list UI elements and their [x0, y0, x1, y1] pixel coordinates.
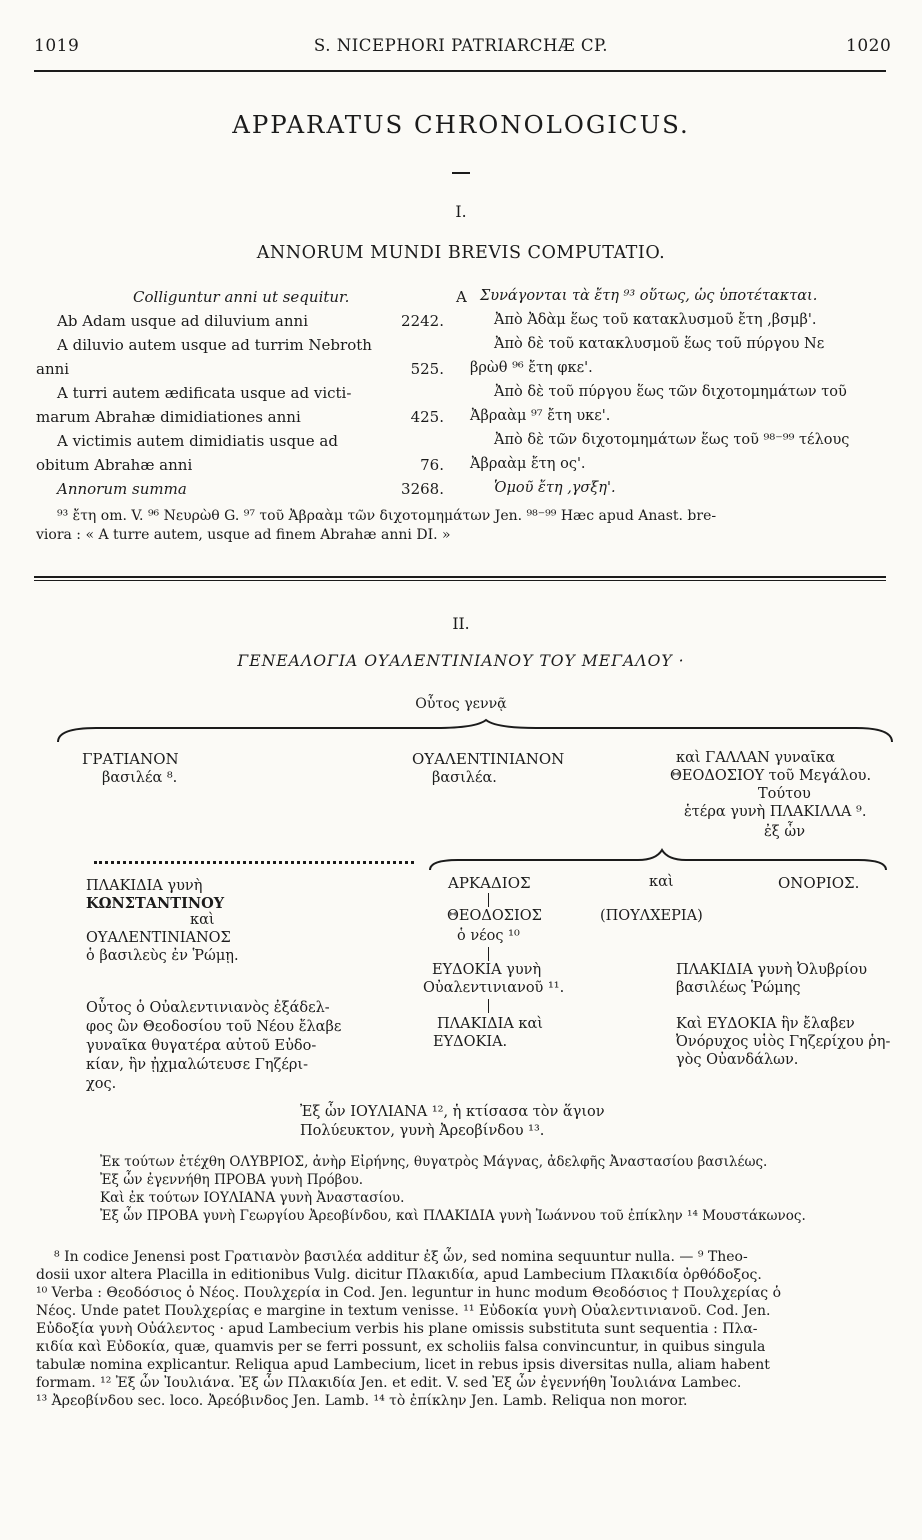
left-paragraph-line: κίαν, ἣν ᾐχμαλώτευσε Γηζέρι-: [86, 1057, 308, 1073]
greek-line: Ἀπὸ δὲ τῶν διχοτομημάτων ἕως τοῦ ⁹⁸⁻⁹⁹ τέλους: [494, 432, 850, 448]
placidia-left-line: ὁ βασιλεὺς ἐν Ῥώμῃ.: [86, 948, 239, 964]
left-paragraph-line: φος ὢν Θεοδοσίου τοῦ Νέου ἔλαβε: [86, 1019, 342, 1035]
latin-line: A turri autem ædificata usque ad victi-: [57, 384, 352, 402]
header-rule: [34, 70, 886, 72]
latin-line: marum Abrahæ dimidiationes anni: [36, 408, 301, 426]
note-line: viora : « A turre autem, usque ad finem Abrahæ anni DI. »: [36, 527, 451, 543]
lineage-line: [488, 999, 489, 1013]
juliana-line: Πολύευκτον, γυνὴ Ἀρεοβίνδου ¹³.: [300, 1123, 545, 1139]
eudocia-line: Οὐαλεντινιανοῦ ¹¹.: [423, 980, 565, 996]
latin-value: 525.: [410, 360, 444, 378]
galla-line: καὶ ΓΑΛΛΑΝ γυναῖκα: [676, 750, 836, 766]
latin-line: A victimis autem dimidiatis usque ad: [57, 432, 338, 450]
section-2-numeral: II.: [452, 615, 470, 633]
placidia-right-line: ΠΛΑΚΙΔΙΑ γυνὴ Ὀλυβρίου: [676, 962, 868, 978]
footnote-line: Εὐδοξία γυνὴ Οὐάλεντος · apud Lambecium verbis his plane omissis substituta sunt sequentia : Πλα-: [36, 1321, 758, 1337]
placidia-left-line: καὶ: [190, 912, 215, 928]
lineage-line: [488, 947, 489, 961]
placidia-left-line: ΠΛΑΚΙΔΙΑ γυνὴ: [86, 878, 203, 894]
latin-value: 76.: [420, 456, 444, 474]
eudocia-right-line: Ὀνόρυχος υἱὸς Γηζερίχου ῥη-: [676, 1034, 891, 1050]
theodosius-name: ΘΕΟΔΟΣΙΟΣ: [447, 908, 542, 924]
greek-line: Ἀβραὰμ ⁹⁷ ἔτη υκε'.: [470, 408, 611, 424]
arcadius-name: ΑΡΚΑΔΙΟΣ: [448, 874, 531, 892]
lineage-line: [488, 893, 489, 907]
galla-line: Τούτου: [758, 786, 811, 802]
valentinian-title: βασιλέα.: [432, 770, 497, 786]
greek-line: Ἀβραὰμ ἔτη ος'.: [470, 456, 586, 472]
gratian-title: βασιλέα ⁸.: [102, 770, 178, 786]
left-paragraph-line: Οὗτος ὁ Οὐαλεντινιανὸς ἐξάδελ-: [86, 1000, 330, 1016]
section-rule: [34, 580, 886, 581]
latin-value: 2242.: [401, 312, 444, 330]
footnote-line: formam. ¹² Ἐξ ὧν Ἰουλιάνα. Ἐξ ὧν Πλακιδία Jen. et edit. V. sed Ἐξ ὧν ἐγεννήθη Ἰουλιάνα Lambec.: [36, 1375, 742, 1391]
left-paragraph-line: γυναῖκα θυγατέρα αὐτοῦ Εὐδο-: [86, 1038, 317, 1054]
latin-sum-label: Annorum summa: [57, 480, 187, 498]
footnote-line: ¹⁰ Verba : Θεοδόσιος ὁ Νέος. Πουλχερία in Cod. Jen. leguntur in hunc modum Θεοδόσιος † Πουλχερίας ὁ: [36, 1285, 782, 1301]
placidia-left-line: ΟΥΑΛΕΝΤΙΝΙΑΝΟΣ: [86, 930, 231, 946]
left-paragraph-line: χος.: [86, 1076, 117, 1092]
greek-line: βρὼθ ⁹⁶ ἔτη φκε'.: [470, 360, 593, 376]
note-line: ⁹³ ἔτη om. V. ⁹⁶ Νευρὼθ G. ⁹⁷ τοῦ Ἀβραὰμ τῶν διχοτομημάτων Jen. ⁹⁸⁻⁹⁹ Hæc apud Anast. bre-: [57, 508, 717, 524]
gratian-name: ΓΡΑΤΙΑΝΟΝ: [82, 750, 179, 768]
running-title: S. NICEPHORI PATRIARCHÆ CP.: [313, 36, 609, 55]
footnote-line: ¹³ Ἀρεοβίνδου sec. loco. Ἀρεόβινδος Jen. Lamb. ¹⁴ τὸ ἐπίκλην Jen. Lamb. Reliqua non moror.: [36, 1393, 688, 1409]
section-rule: [34, 576, 886, 578]
footnote-line: κιδία καὶ Εὐδοκία, quæ, quamvis per se ferri possunt, ex scholiis falsa convincuntur, in quibus singula: [36, 1339, 766, 1355]
latin-line: obitum Abrahæ anni: [36, 456, 193, 474]
juliana-line: Ἐξ ὧν ΙΟΥΛΙΑΝΑ ¹², ἡ κτίσασα τὸν ἅγιον: [300, 1104, 605, 1120]
placidia-right-line: βασιλέως Ῥώμης: [676, 980, 801, 996]
page-number-left: 1019: [34, 36, 80, 56]
latin-sum-value: 3268.: [401, 480, 444, 498]
galla-line: ἑτέρα γυνὴ ΠΛΑΚΙΛΛΑ ⁹.: [684, 804, 867, 820]
eudocia-right-line: γὸς Οὐανδάλων.: [676, 1052, 799, 1068]
greek-line: Ἀπὸ Ἀδὰμ ἕως τοῦ κατακλυσμοῦ ἔτη ‚βσμβ'.: [494, 312, 817, 328]
placidia-center-line: ΠΛΑΚΙΔΙΑ καὶ: [437, 1016, 543, 1032]
descent-line: Ἐκ τούτων ἐτέχθη ΟΛΥΒΡΙΟΣ, ἀνὴρ Εἰρήνης, θυγατρὸς Μάγνας, ἀδελφῆς Ἀναστασίου βασιλέως.: [100, 1154, 768, 1170]
latin-intro: Colliguntur anni ut sequitur.: [133, 288, 350, 306]
footnote-line: Νέος. Unde patet Πουλχερίας e margine in textum venisse. ¹¹ Εὐδοκία γυνὴ Οὐαλεντινιανοῦ. Cod. Jen.: [36, 1303, 771, 1319]
dotted-line: [94, 861, 414, 864]
latin-value: 425.: [410, 408, 444, 426]
genealogy-brace-top: [56, 718, 896, 746]
pulcheria-name: (ΠΟΥΛΧΕΡΙΑ): [600, 908, 703, 924]
column-letter: A: [456, 288, 467, 306]
footnote-line: tabulæ nomina explicantur. Reliqua apud Lambecium, licet in rebus ipsis diversitas nulla, aliam habent: [36, 1357, 770, 1373]
section-2-heading: ΓΕΝΕΑΛΟΓΙΑ ΟΥΑΛΕΝΤΙΝΙΑΝΟΥ ΤΟΥ ΜΕΓΑΛΟΥ ·: [237, 652, 685, 670]
greek-line: Ὁμοῦ ἔτη ‚γσξη'.: [494, 480, 616, 496]
and-label: καὶ: [649, 874, 674, 890]
section-1-heading: ANNORUM MUNDI BREVIS COMPUTATIO.: [256, 243, 666, 263]
genealogy-brace-children: [428, 848, 888, 872]
page-number-right: 1020: [846, 36, 892, 56]
valentinian-name: ΟΥΑΛΕΝΤΙΝΙΑΝΟΝ: [412, 750, 565, 768]
honorius-name: ΟΝΟΡΙΟΣ.: [778, 874, 860, 892]
main-title: APPARATUS CHRONOLOGICUS.: [232, 110, 690, 139]
latin-line: A diluvio autem usque ad turrim Nebroth: [57, 336, 372, 354]
latin-line: anni: [36, 360, 70, 378]
theodosius-title: ὁ νέος ¹⁰: [457, 928, 520, 944]
section-1-numeral: I.: [455, 203, 467, 221]
descent-line: Ἐξ ὧν ἐγεννήθη ΠΡΟΒΑ γυνὴ Πρόβου.: [100, 1172, 364, 1188]
latin-line: Ab Adam usque ad diluvium anni: [57, 312, 308, 330]
begets-label: Οὗτος γεννᾷ: [415, 696, 507, 712]
galla-line: ἐξ ὧν: [764, 824, 806, 840]
title-dash: [452, 172, 470, 174]
greek-line: Συνάγονται τὰ ἔτη ⁹³ οὕτως, ὡς ὑποτέτακται.: [480, 288, 818, 304]
placidia-center-line: ΕΥΔΟΚΙΑ.: [433, 1034, 508, 1050]
galla-line: ΘΕΟΔΟΣΙΟΥ τοῦ Μεγάλου.: [670, 768, 872, 784]
eudocia-right-line: Καὶ ΕΥΔΟΚΙΑ ἣν ἔλαβεν: [676, 1016, 855, 1032]
eudocia-line: ΕΥΔΟΚΙΑ γυνὴ: [432, 962, 542, 978]
footnote-line: dosii uxor altera Placilla in editionibus Vulg. dicitur Πλακιδία, apud Lambecium Πλακιδία ὀρθόδοξος.: [36, 1267, 762, 1283]
descent-line: Καὶ ἐκ τούτων ΙΟΥΛΙΑΝΑ γυνὴ Ἀναστασίου.: [100, 1190, 405, 1206]
descent-line: Ἐξ ὧν ΠΡΟΒΑ γυνὴ Γεωργίου Ἀρεοβίνδου, καὶ ΠΛΑΚΙΔΙΑ γυνὴ Ἰωάννου τοῦ ἐπίκλην ¹⁴ Μουστάκωνος.: [100, 1208, 806, 1224]
greek-line: Ἀπὸ δὲ τοῦ πύργου ἕως τῶν διχοτομημάτων τοῦ: [494, 384, 847, 400]
placidia-left-line: ΚΩΝΣΤΑΝΤΙΝΟΥ: [86, 895, 225, 912]
greek-line: Ἀπὸ δὲ τοῦ κατακλυσμοῦ ἕως τοῦ πύργου Νε: [494, 336, 825, 352]
footnote-line: ⁸ In codice Jenensi post Γρατιανὸν βασιλέα additur ἐξ ὧν, sed nomina sequuntur nulla. — ⁹ Theo-: [54, 1249, 748, 1265]
